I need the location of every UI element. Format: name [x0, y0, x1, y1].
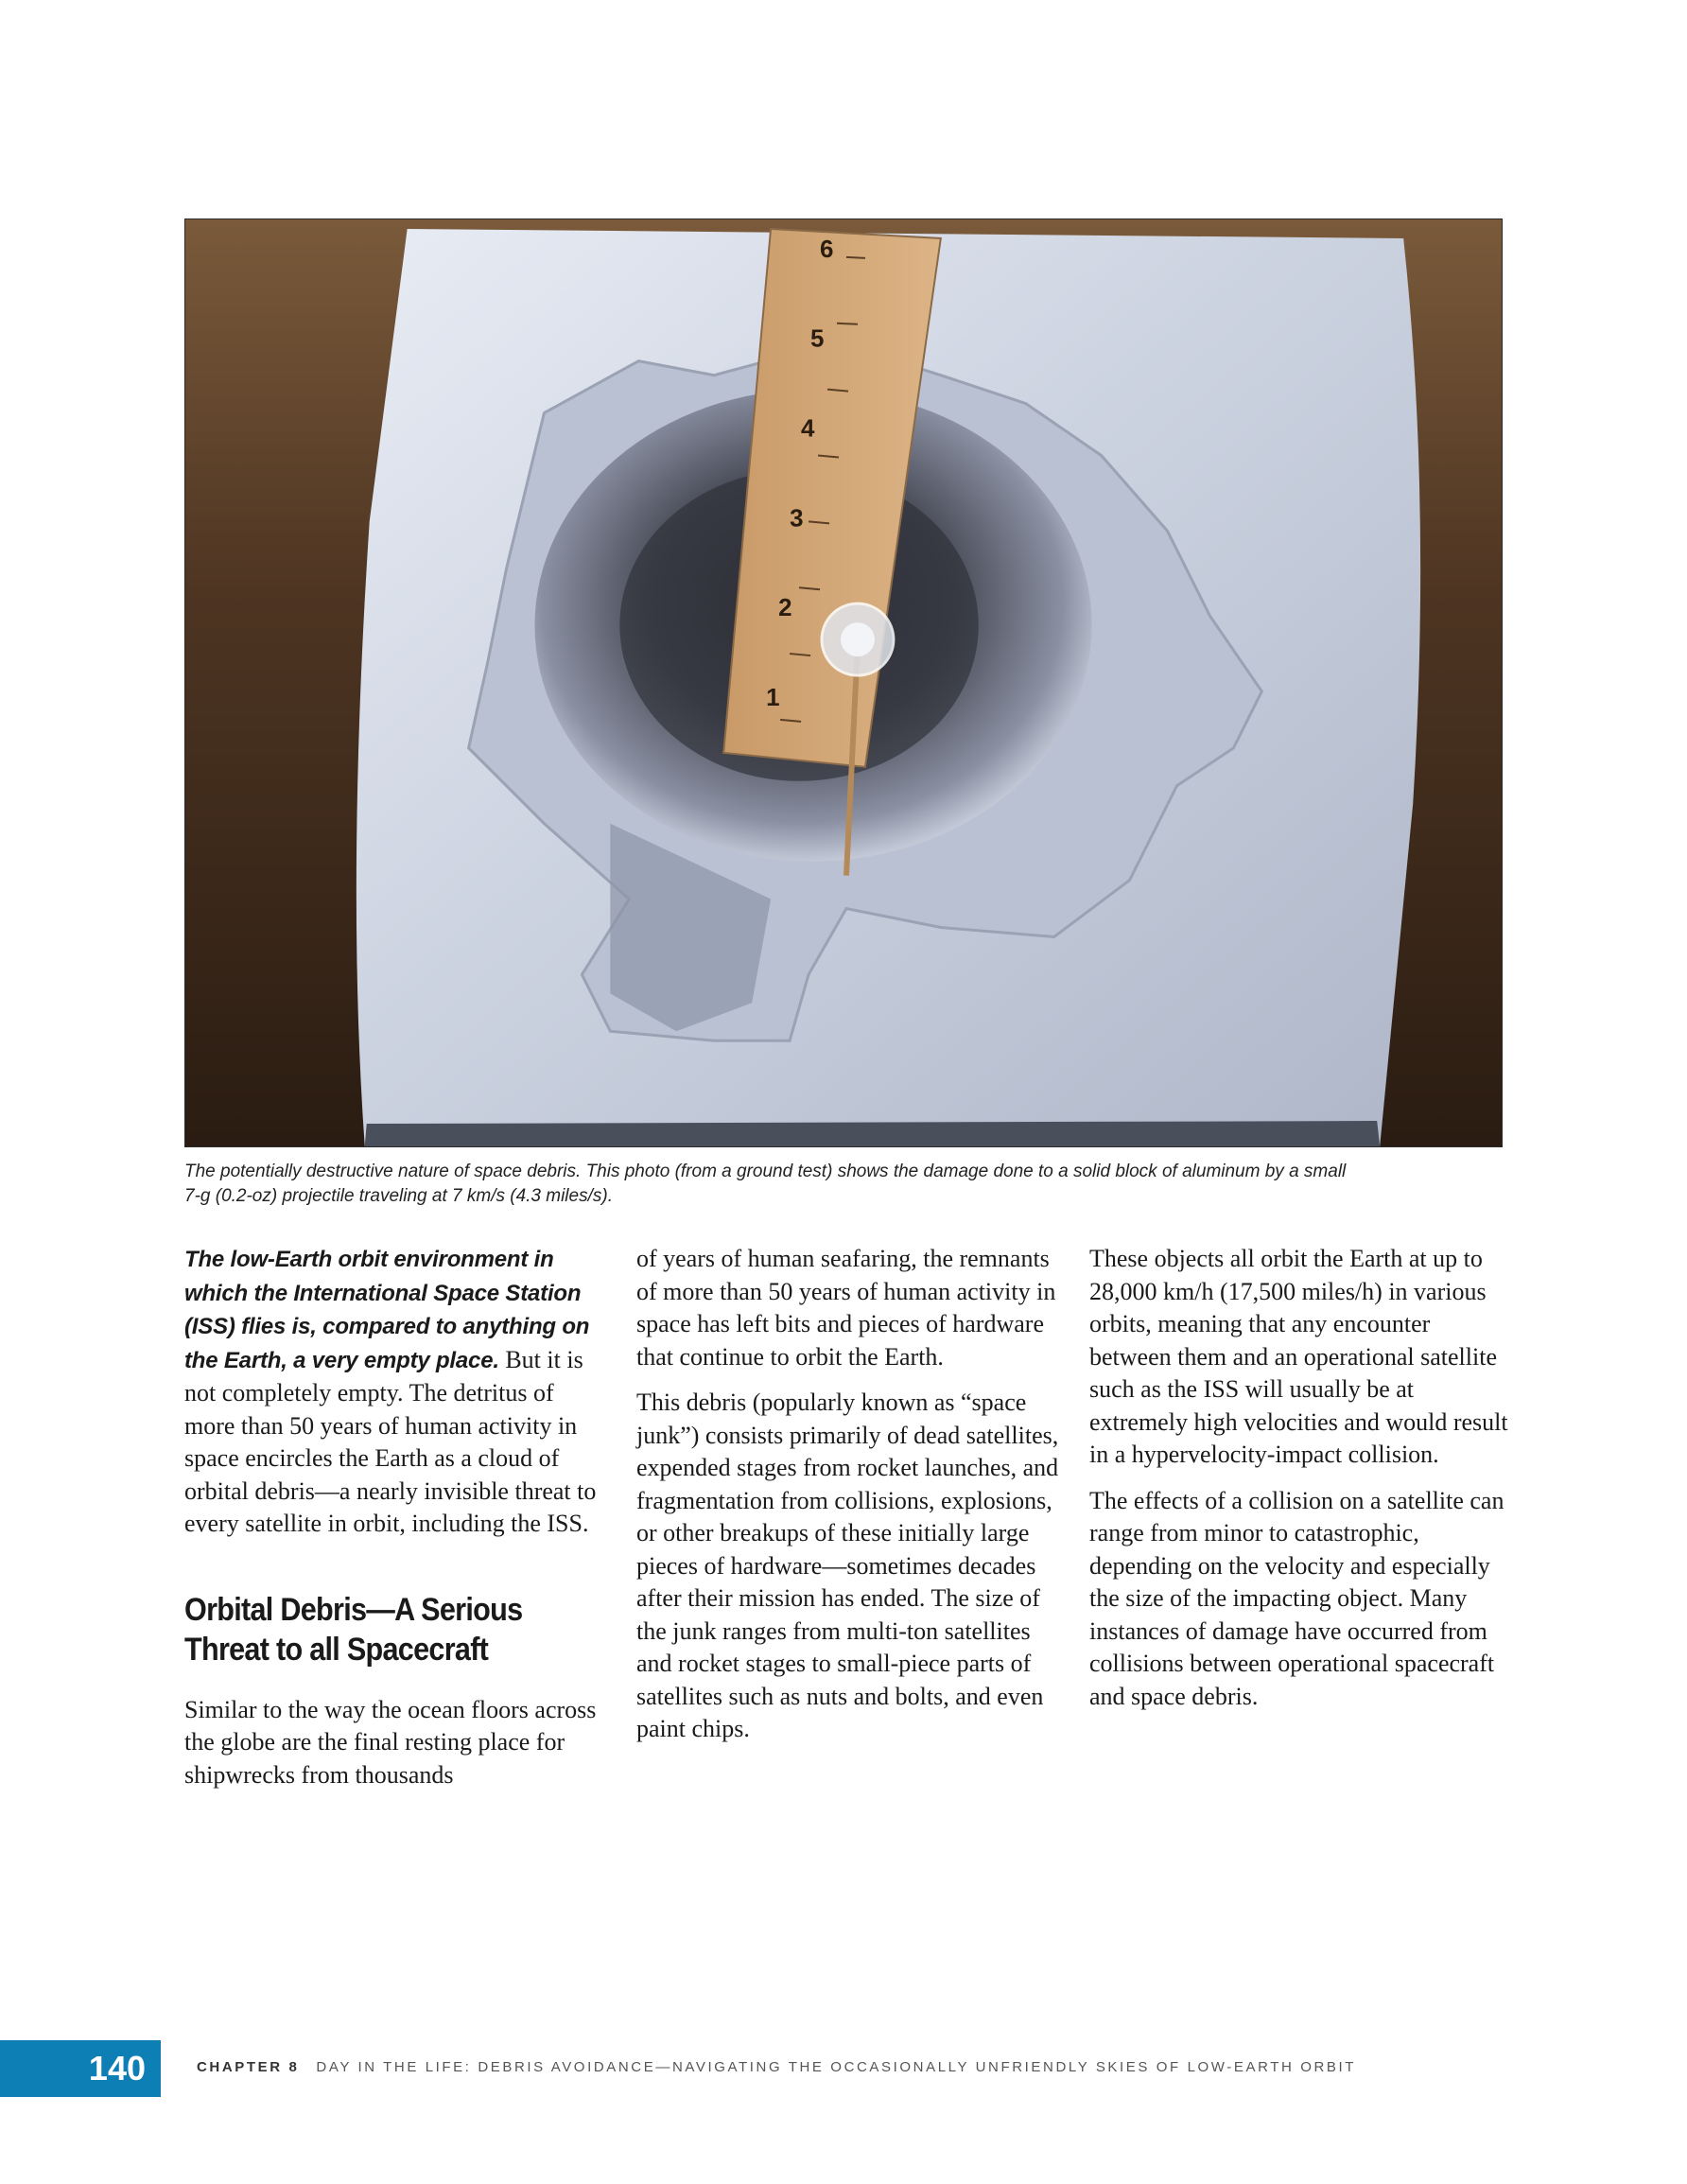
crater-illustration [185, 219, 1502, 1146]
ruler-mark-2: 2 [778, 595, 792, 622]
ruler-mark-5: 5 [810, 325, 825, 353]
ruler-mark-1: 1 [766, 684, 780, 711]
intro-lead-rest: But it is not completely empty. The detritus of more than 50 years of human activity in space encircles the Earth as a cloud of orbital debris—a nearly invisible threat to every satellite in orbit, including the ISS. [184, 1345, 597, 1537]
chapter-label: CHAPTER 8 [197, 2059, 300, 2075]
ruler-mark-6: 6 [820, 236, 834, 263]
intro-paragraph [184, 1243, 608, 1541]
section-paragraph-1: Similar to the way the ocean floors across the globe are the final resting place for shipwrecks from thousands [184, 1695, 597, 1789]
column-2 [636, 1243, 1060, 1759]
page-number: 140 [0, 2040, 161, 2097]
caption-line-2: 7-g (0.2-oz) projectile traveling at 7 km/s (4.3 miles/s). [184, 1186, 613, 1206]
figure-caption [184, 1160, 1527, 1209]
section-paragraph-4: These objects all orbit the Earth at up to 28,000 km/h (17,500 miles/h) in various orbits, meaning that any encounter between them and an operational satellite such as the ISS will usually be at extremely high velocities and would result in a hypervelocity-impact collision. [1089, 1245, 1508, 1468]
intro-lead-bold: The low-Earth orbit environment in which the International Space Station (ISS) flies is, compared to anything on the Earth, a very empty place. [184, 1247, 590, 1373]
figure-photo [184, 218, 1503, 1147]
section-paragraph-3: This debris (popularly known as “space junk”) consists primarily of dead satellites, expended stages from rocket launches, and fragmentation from collisions, explosions, or other breakups of these initially large pieces of hardware—sometimes decades after their mission has ended. The size of the junk ranges from multi-ton satellites and rocket stages to small-piece parts of satellites such as nuts and bolts, and even paint chips. [636, 1389, 1059, 1742]
running-footer [197, 2059, 1356, 2075]
column-1 [184, 1243, 608, 1805]
chapter-title: DAY IN THE LIFE: DEBRIS AVOIDANCE—NAVIGATING THE OCCASIONALLY UNFRIENDLY SKIES OF LOW-EARTH ORBIT [316, 2059, 1357, 2075]
section-heading: Orbital Debris—A Serious Threat to all Spacecraft [184, 1591, 523, 1668]
section-paragraph-2: of years of human seafaring, the remnants of more than 50 years of human activity in space has left bits and pieces of hardware that continue to orbit the Earth. [636, 1245, 1056, 1371]
ruler-mark-4: 4 [801, 415, 815, 443]
ruler-mark-3: 3 [790, 505, 804, 533]
section-paragraph-5: The effects of a collision on a satellite can range from minor to catastrophic, depending on the velocity and especially the size of the impacting object. Many instances of damage have occurred from collisions between operational spacecraft and space debris. [1089, 1486, 1504, 1710]
column-3 [1089, 1243, 1513, 1726]
caption-line-1: The potentially destructive nature of space debris. This photo (from a ground test) shows the damage done to a solid block of aluminum by a small [184, 1162, 1347, 1181]
